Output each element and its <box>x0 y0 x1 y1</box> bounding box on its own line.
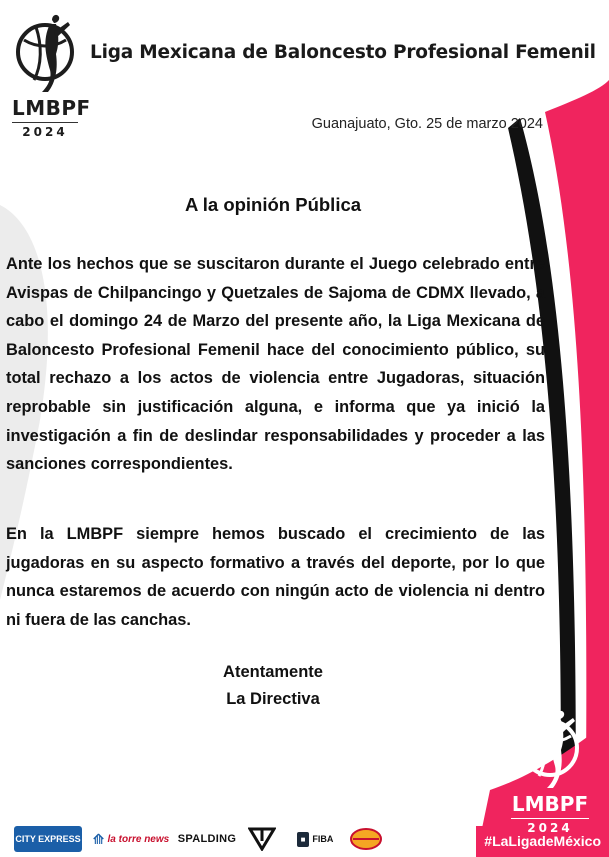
logo-year: 2024 <box>511 818 589 835</box>
sponsor-spalding-logo <box>176 826 238 852</box>
logo-acronym: LMBPF <box>12 96 91 120</box>
league-logo-top <box>12 10 91 140</box>
fiba-badge-icon: ■ <box>297 832 310 847</box>
logo-acronym: LMBPF <box>511 792 589 816</box>
signature: La Directiva <box>226 690 320 708</box>
hashtag: #LaLigadeMéxico <box>484 833 601 849</box>
paragraph-2: En la LMBPF siempre hemos buscado el crecimiento de las jugadoras en su aspecto formativo a través del deporte, por lo que nunca estaremos de acuerdo con ningún acto de violencia ni dentro ni fuera de las canchas. <box>6 525 545 629</box>
sponsor-fiba-text: FIBA <box>312 834 334 844</box>
sponsor-city-express-logo <box>14 826 82 852</box>
document-heading: A la opinión Pública <box>184 194 362 215</box>
la-torre-mark-icon: ⟰ <box>92 830 105 847</box>
logo-year: 2024 <box>12 122 78 139</box>
sponsor-la-torre-logo <box>94 826 168 852</box>
sponsor-city-express-text: CITY EXPRESS <box>15 834 81 844</box>
sponsor-brand-logo <box>246 826 278 852</box>
triangle-brand-icon <box>248 827 276 851</box>
paragraph-1: Ante los hechos que se suscitaron durante el Juego celebrado entre Avispas de Chilpancingo y Quetzales de Sajoma de CDMX llevado, a cabo el domingo 24 de Marzo del presente año, la Liga Mexicana de Baloncesto Profesional Femenil hace del conocimiento público, su total rechazo a los actos de violencia entre Jugadoras, situación reprobable sin justificación alguna, e informa que ya inició la investigación a fin de deslindar responsabilidades y proceder a las sanciones correspondientes. <box>6 255 545 474</box>
place-date: Guanajuato, Gto. 25 de marzo 2024 <box>311 116 543 132</box>
sponsor-ball-logo <box>346 826 386 852</box>
basketball-player-icon <box>511 706 589 790</box>
closing: Atentamente <box>223 663 323 681</box>
league-logo-bottom <box>511 706 589 836</box>
ball-brand-icon <box>349 827 383 851</box>
basketball-player-icon <box>12 10 78 94</box>
sponsor-spalding-text: SPALDING <box>177 833 237 845</box>
sponsor-la-torre-text: la torre news <box>107 833 170 845</box>
sponsor-fiba-logo <box>288 826 342 852</box>
league-title: Liga Mexicana de Baloncesto Profesional Femenil <box>90 42 596 63</box>
